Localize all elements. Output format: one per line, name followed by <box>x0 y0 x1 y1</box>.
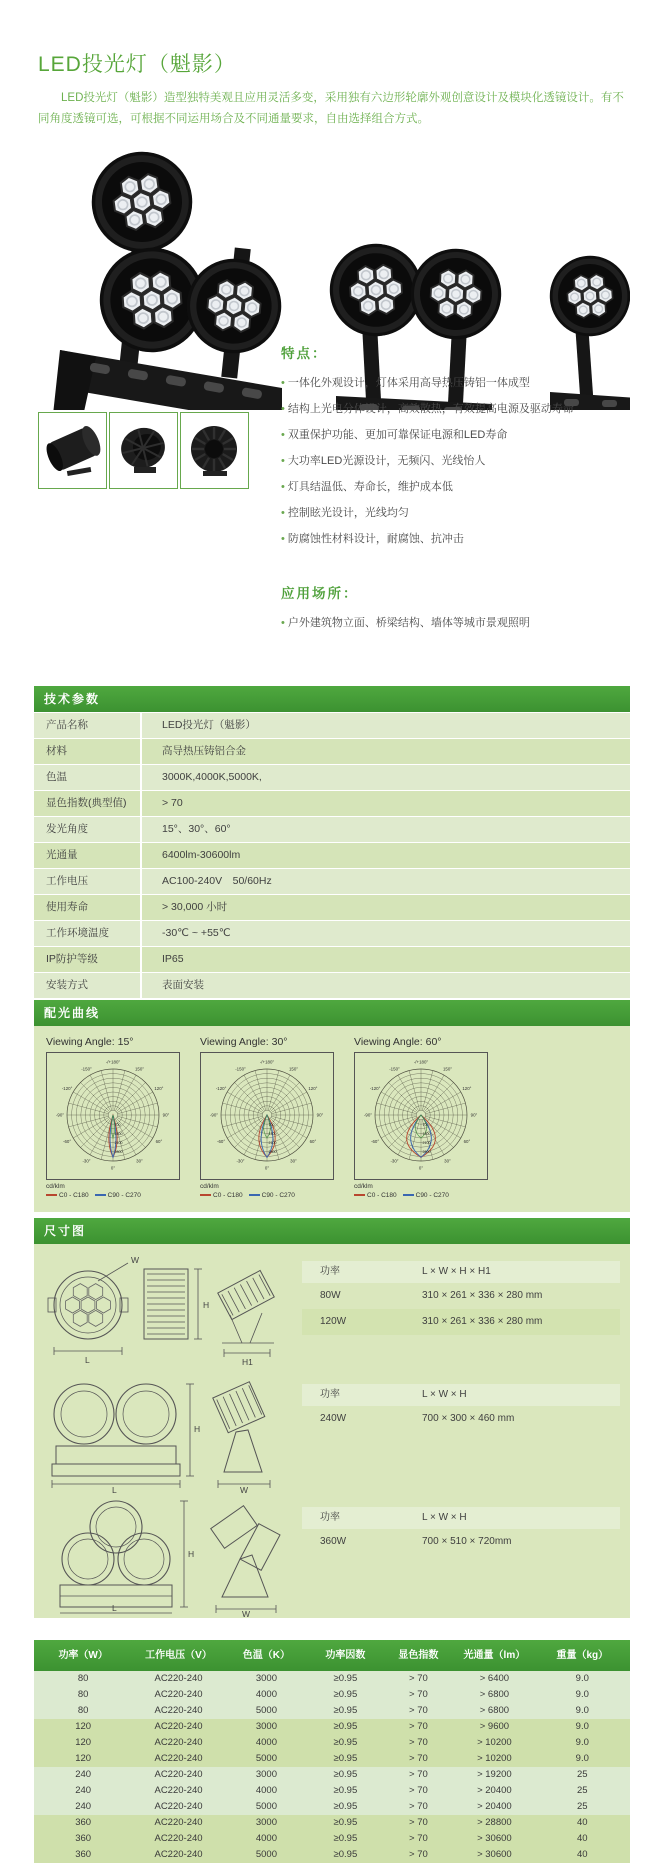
svg-text:2800: 2800 <box>268 1150 277 1154</box>
dim-power-value: 120W <box>320 1316 347 1327</box>
spec-cell: > 70 <box>409 1849 428 1860</box>
svg-text:30°: 30° <box>136 1158 143 1164</box>
tech-param-row <box>34 972 630 998</box>
spec-cell: > 6800 <box>479 1689 510 1700</box>
chart-unit: cd/klm <box>354 1183 373 1190</box>
spec-cell: ≥0.95 <box>333 1753 358 1764</box>
legend-label: C90 - C270 <box>261 1192 295 1199</box>
spec-cell: AC220-240 <box>154 1769 203 1780</box>
spec-row <box>34 1735 630 1751</box>
spec-cell: > 6800 <box>479 1705 510 1716</box>
svg-text:150°: 150° <box>442 1066 453 1072</box>
spec-cell: 3000 <box>255 1673 277 1684</box>
spec-row <box>34 1847 630 1863</box>
svg-text:W: W <box>242 1609 251 1617</box>
spec-cell: > 6400 <box>479 1673 510 1684</box>
spec-cell: 9.0 <box>575 1737 589 1748</box>
legend-line <box>200 1194 211 1196</box>
tech-param-label: 工作环境温度 <box>34 921 142 946</box>
application-item: • 户外建筑物立面、桥梁结构、墙体等城市景观照明 <box>281 612 633 634</box>
dimension-table-header <box>302 1261 620 1283</box>
svg-text:H: H <box>203 1300 210 1310</box>
tech-param-row <box>34 894 630 920</box>
spec-table-header <box>34 1640 630 1671</box>
feature-item: • 控制眩光设计，光线均匀 <box>281 500 633 526</box>
spec-cell: 9.0 <box>575 1689 589 1700</box>
tech-param-value: 高导热压铸铝合金 <box>162 745 246 757</box>
spec-cell: AC220-240 <box>154 1737 203 1748</box>
svg-text:H: H <box>194 1424 201 1434</box>
svg-text:0°: 0° <box>110 1165 116 1171</box>
spec-cell: ≥0.95 <box>333 1785 358 1796</box>
svg-text:700: 700 <box>422 1123 429 1127</box>
spec-cell: > 70 <box>409 1801 428 1812</box>
spec-cell: 25 <box>577 1785 588 1796</box>
spec-row <box>34 1815 630 1831</box>
legend-label: C0 - C180 <box>367 1192 397 1199</box>
dimension-table <box>302 1261 620 1335</box>
spec-cell: > 10200 <box>477 1737 512 1748</box>
svg-text:2800: 2800 <box>422 1150 431 1154</box>
spec-cell: AC220-240 <box>154 1721 203 1732</box>
svg-text:W: W <box>240 1485 249 1494</box>
spec-cell: > 70 <box>409 1785 428 1796</box>
dim-size-value: 310 × 261 × 336 × 280 mm <box>422 1316 543 1327</box>
chart-legend <box>46 1182 198 1200</box>
spec-row <box>34 1671 630 1687</box>
spec-cell: > 30600 <box>477 1849 512 1860</box>
svg-text:0°: 0° <box>264 1165 270 1171</box>
tech-param-row <box>34 790 630 816</box>
tech-param-row <box>34 816 630 842</box>
spec-cell: > 9600 <box>479 1721 510 1732</box>
legend-line <box>403 1194 414 1196</box>
dimension-table <box>302 1384 620 1432</box>
spec-cell: > 70 <box>409 1769 428 1780</box>
spec-cell: ≥0.95 <box>333 1673 358 1684</box>
spec-row <box>34 1687 630 1703</box>
spec-cell: 80 <box>77 1705 89 1716</box>
spec-cell: AC220-240 <box>154 1817 203 1828</box>
spec-cell: 40 <box>577 1817 588 1828</box>
spec-cell: 240 <box>75 1785 92 1796</box>
dim-power-value: 240W <box>320 1413 347 1424</box>
photometric-chart <box>354 1034 506 1204</box>
tech-param-value: 表面安装 <box>162 979 204 991</box>
spec-cell: > 70 <box>409 1753 428 1764</box>
spec-cell: 120 <box>75 1737 92 1748</box>
tech-params-header: 技术参数 <box>34 686 630 712</box>
product-thumbnail-3[interactable] <box>180 412 249 489</box>
svg-text:1400: 1400 <box>268 1132 277 1136</box>
svg-text:60°: 60° <box>463 1139 471 1145</box>
svg-text:0°: 0° <box>418 1165 424 1171</box>
chart-legend <box>200 1182 352 1200</box>
dim-power-header: 功率 <box>320 1512 340 1523</box>
legend-line <box>354 1194 365 1196</box>
svg-text:150°: 150° <box>134 1066 145 1072</box>
tech-param-value: > 30,000 小时 <box>162 901 228 913</box>
spec-cell: 4000 <box>255 1737 277 1748</box>
svg-text:H1: H1 <box>242 1357 253 1367</box>
tech-table-body <box>34 712 630 998</box>
spec-col-header: 功率因数 <box>325 1650 366 1661</box>
spec-col-header: 光通量（lm） <box>463 1650 526 1661</box>
legend-line <box>46 1194 57 1196</box>
spec-cell: 5000 <box>255 1849 277 1860</box>
legend-label: C90 - C270 <box>107 1192 141 1199</box>
feature-item: • 防腐蚀性材料设计，耐腐蚀、抗冲击 <box>281 526 633 552</box>
tech-param-value: IP65 <box>162 953 184 965</box>
spec-cell: 5000 <box>255 1801 277 1812</box>
svg-text:120°: 120° <box>154 1086 164 1092</box>
spec-cell: 3000 <box>255 1721 277 1732</box>
spec-cell: > 70 <box>409 1721 428 1732</box>
spec-cell: AC220-240 <box>154 1753 203 1764</box>
spec-row <box>34 1703 630 1719</box>
dim-size-header: L × W × H <box>422 1512 467 1523</box>
dimension-row <box>302 1529 620 1555</box>
tech-param-label: 色温 <box>34 765 142 790</box>
dim-power-value: 360W <box>320 1536 347 1547</box>
spec-cell: 40 <box>577 1849 588 1860</box>
photometric-chart <box>200 1034 352 1204</box>
spec-cell: > 20400 <box>477 1785 512 1796</box>
spec-cell: AC220-240 <box>154 1705 203 1716</box>
tech-params-section <box>34 686 630 998</box>
spec-cell: AC220-240 <box>154 1689 203 1700</box>
dimension-groups <box>34 1244 630 1618</box>
thumbnail-image <box>181 413 248 488</box>
svg-text:-90°: -90° <box>363 1112 373 1118</box>
page-title: LED投光灯（魁影） <box>38 53 236 76</box>
spec-cell: 360 <box>75 1833 92 1844</box>
features-heading: 特点： <box>281 346 328 361</box>
dim-size-value: 700 × 510 × 720mm <box>422 1536 512 1547</box>
spec-row <box>34 1751 630 1767</box>
spec-cell: 240 <box>75 1801 92 1812</box>
svg-text:-30°: -30° <box>82 1158 91 1164</box>
svg-text:2100: 2100 <box>422 1141 431 1145</box>
svg-text:700: 700 <box>114 1123 121 1127</box>
tech-param-label: 显色指数(典型值) <box>34 791 142 816</box>
svg-text:-/+180°: -/+180° <box>259 1059 275 1065</box>
spec-cell: > 19200 <box>477 1769 512 1780</box>
dim-size-value: 310 × 261 × 336 × 280 mm <box>422 1290 543 1301</box>
spec-cell: 9.0 <box>575 1721 589 1732</box>
svg-text:2800: 2800 <box>114 1150 123 1154</box>
dimension-row <box>302 1283 620 1309</box>
spec-cell: ≥0.95 <box>333 1849 358 1860</box>
chart-title: Viewing Angle: 30° <box>200 1036 288 1048</box>
chart-title: Viewing Angle: 15° <box>46 1036 134 1048</box>
tech-param-value: 3000K,4000K,5000K, <box>162 771 262 783</box>
dim-size-header: L × W × H × H1 <box>422 1266 491 1277</box>
svg-text:W: W <box>131 1255 140 1265</box>
spec-cell: > 70 <box>409 1817 428 1828</box>
spec-cell: 5000 <box>255 1705 277 1716</box>
tech-param-label: 使用寿命 <box>34 895 142 920</box>
svg-text:120°: 120° <box>308 1086 318 1092</box>
svg-text:-90°: -90° <box>55 1112 65 1118</box>
dim-power-value: 80W <box>320 1290 341 1301</box>
spec-table-body <box>34 1671 630 1863</box>
svg-text:60°: 60° <box>309 1139 317 1145</box>
spec-col-header: 功率（W） <box>58 1650 108 1661</box>
spec-row <box>34 1831 630 1847</box>
spec-cell: ≥0.95 <box>333 1769 358 1780</box>
tech-param-value: > 70 <box>162 797 183 809</box>
dimension-table-header <box>302 1507 620 1529</box>
tech-param-value: -30℃ ~ +55℃ <box>162 927 231 939</box>
spec-cell: 25 <box>577 1769 588 1780</box>
tech-param-label: 工作电压 <box>34 869 142 894</box>
feature-item: • 大功率LED光源设计，无频闪、光线怡人 <box>281 448 633 474</box>
svg-text:120°: 120° <box>462 1086 472 1092</box>
spec-cell: 25 <box>577 1801 588 1812</box>
tech-param-label: 发光角度 <box>34 817 142 842</box>
svg-text:-150°: -150° <box>81 1066 92 1072</box>
svg-text:-120°: -120° <box>61 1086 73 1092</box>
spec-col-header: 显色指数 <box>398 1650 439 1661</box>
tech-param-label: 光通量 <box>34 843 142 868</box>
spec-col-header: 重量（kg） <box>556 1650 609 1661</box>
feature-item: • 一体化外观设计，灯体采用高导热压铸铝一体成型 <box>281 370 633 396</box>
spec-cell: 3000 <box>255 1769 277 1780</box>
tech-param-row <box>34 946 630 972</box>
spec-cell: 240 <box>75 1769 92 1780</box>
spec-cell: AC220-240 <box>154 1801 203 1812</box>
spec-cell: 4000 <box>255 1689 277 1700</box>
tech-param-value: LED投光灯（魁影） <box>162 719 256 731</box>
product-thumbnail-2[interactable] <box>109 412 178 489</box>
tech-param-label: 安装方式 <box>34 973 142 998</box>
spec-row <box>34 1799 630 1815</box>
svg-text:2100: 2100 <box>114 1141 123 1145</box>
chart-title: Viewing Angle: 60° <box>354 1036 442 1048</box>
legend-line <box>95 1194 106 1196</box>
svg-text:-30°: -30° <box>390 1158 399 1164</box>
spec-cell: ≥0.95 <box>333 1705 358 1716</box>
tech-param-row <box>34 842 630 868</box>
svg-text:-60°: -60° <box>63 1139 72 1145</box>
feature-item: • 双重保护功能、更加可靠保证电源和LED寿命 <box>281 422 633 448</box>
svg-text:1400: 1400 <box>422 1132 431 1136</box>
tech-param-value: 6400lm-30600lm <box>162 849 241 861</box>
spec-cell: > 30600 <box>477 1833 512 1844</box>
spec-cell: AC220-240 <box>154 1849 203 1860</box>
svg-text:H: H <box>188 1549 195 1559</box>
polar-plot <box>354 1052 488 1180</box>
svg-text:90°: 90° <box>316 1112 324 1118</box>
svg-text:-120°: -120° <box>215 1086 227 1092</box>
dim-size-value: 700 × 300 × 460 mm <box>422 1413 515 1424</box>
tech-param-row <box>34 712 630 738</box>
product-thumbnail-1[interactable] <box>38 412 107 489</box>
spec-cell: 120 <box>75 1753 92 1764</box>
spec-cell: > 70 <box>409 1705 428 1716</box>
photometry-header: 配光曲线 <box>34 1000 630 1026</box>
tech-param-row <box>34 738 630 764</box>
legend-label: C0 - C180 <box>213 1192 243 1199</box>
spec-cell: 80 <box>77 1689 89 1700</box>
svg-text:60°: 60° <box>155 1139 163 1145</box>
spec-cell: > 70 <box>409 1833 428 1844</box>
svg-text:-60°: -60° <box>217 1139 226 1145</box>
dim-power-header: 功率 <box>320 1266 340 1277</box>
spec-cell: 5000 <box>255 1753 277 1764</box>
spec-row <box>34 1767 630 1783</box>
tech-param-label: 材料 <box>34 739 142 764</box>
svg-text:1400: 1400 <box>114 1132 123 1136</box>
spec-cell: 4000 <box>255 1833 277 1844</box>
dimensions-header: 尺寸图 <box>34 1218 630 1244</box>
photometric-chart <box>46 1034 198 1204</box>
thumbnail-strip <box>38 412 251 489</box>
spec-table-section <box>34 1640 630 1863</box>
svg-text:-90°: -90° <box>209 1112 219 1118</box>
spec-cell: ≥0.95 <box>333 1801 358 1812</box>
spec-cell: ≥0.95 <box>333 1721 358 1732</box>
feature-item: • 结构上光电分体设计，高效散热，有效提高电源及驱动寿命 <box>281 396 633 422</box>
tech-param-value: AC100-240V 50/60Hz <box>162 875 272 887</box>
spec-col-header: 工作电压（V） <box>145 1650 212 1661</box>
dimension-drawing <box>44 1374 296 1494</box>
spec-cell: 4000 <box>255 1785 277 1796</box>
applications-section <box>281 582 633 634</box>
svg-text:90°: 90° <box>470 1112 478 1118</box>
svg-text:2100: 2100 <box>268 1141 277 1145</box>
tech-param-row <box>34 920 630 946</box>
thumbnail-image <box>110 413 177 488</box>
spec-cell: ≥0.95 <box>333 1833 358 1844</box>
dimension-row <box>302 1309 620 1335</box>
thumbnail-image <box>39 413 106 488</box>
legend-line <box>249 1194 260 1196</box>
dimension-group <box>44 1374 620 1494</box>
spec-cell: AC220-240 <box>154 1785 203 1796</box>
spec-cell: ≥0.95 <box>333 1689 358 1700</box>
spec-cell: > 70 <box>409 1673 428 1684</box>
svg-text:150°: 150° <box>288 1066 299 1072</box>
dim-size-header: L × W × H <box>422 1389 467 1400</box>
spec-cell: 120 <box>75 1721 92 1732</box>
spec-cell: > 28800 <box>477 1817 512 1828</box>
svg-text:30°: 30° <box>290 1158 297 1164</box>
applications-heading: 应用场所： <box>281 586 359 601</box>
spec-cell: 9.0 <box>575 1753 589 1764</box>
svg-text:-120°: -120° <box>369 1086 381 1092</box>
spec-cell: 9.0 <box>575 1705 589 1716</box>
svg-text:700: 700 <box>268 1123 275 1127</box>
dimension-group <box>44 1251 620 1371</box>
svg-text:90°: 90° <box>162 1112 170 1118</box>
spec-cell: > 10200 <box>477 1753 512 1764</box>
spec-cell: ≥0.95 <box>333 1737 358 1748</box>
spec-row <box>34 1719 630 1735</box>
svg-text:-150°: -150° <box>389 1066 400 1072</box>
features-section <box>281 342 633 552</box>
tech-param-label: 产品名称 <box>34 713 142 738</box>
polar-plot <box>46 1052 180 1180</box>
spec-row <box>34 1783 630 1799</box>
dimension-drawing <box>44 1251 296 1369</box>
tech-param-row <box>34 764 630 790</box>
spec-cell: ≥0.95 <box>333 1817 358 1828</box>
dim-power-header: 功率 <box>320 1389 340 1400</box>
svg-text:L: L <box>112 1603 117 1613</box>
spec-cell: 360 <box>75 1849 92 1860</box>
chart-unit: cd/klm <box>46 1183 65 1190</box>
dimension-drawing <box>44 1497 296 1617</box>
spec-cell: AC220-240 <box>154 1833 203 1844</box>
tech-param-value: 15°、30°、60° <box>162 823 231 835</box>
svg-text:-150°: -150° <box>235 1066 246 1072</box>
dimension-group <box>44 1497 620 1617</box>
applications-list <box>281 612 633 634</box>
svg-text:-/+180°: -/+180° <box>413 1059 429 1065</box>
svg-text:-60°: -60° <box>371 1139 380 1145</box>
features-list <box>281 370 633 552</box>
dimension-table <box>302 1507 620 1555</box>
chart-legend <box>354 1182 506 1200</box>
product-description: LED投光灯（魁影）造型独特美观且应用灵活多变，采用独有六边形轮廓外观创意设计及模块化透镜设计。有不同角度透镜可选，可根据不同运用场合及不同通量要求，自由选择组合方式。 <box>38 92 624 125</box>
dimension-table-header <box>302 1384 620 1406</box>
svg-text:30°: 30° <box>444 1158 451 1164</box>
spec-cell: AC220-240 <box>154 1673 203 1684</box>
spec-cell: 9.0 <box>575 1673 589 1684</box>
spec-cell: 40 <box>577 1833 588 1844</box>
spec-cell: > 70 <box>409 1689 428 1700</box>
svg-text:-/+180°: -/+180° <box>105 1059 121 1065</box>
tech-param-row <box>34 868 630 894</box>
photometry-charts <box>34 1026 630 1212</box>
legend-label: C90 - C270 <box>415 1192 449 1199</box>
tech-param-label: IP防护等级 <box>34 947 142 972</box>
feature-item: • 灯具结温低、寿命长，维护成本低 <box>281 474 633 500</box>
spec-cell: > 70 <box>409 1737 428 1748</box>
spec-cell: 80 <box>77 1673 89 1684</box>
spec-cell: > 20400 <box>477 1801 512 1812</box>
svg-text:L: L <box>85 1355 90 1365</box>
svg-text:-30°: -30° <box>236 1158 245 1164</box>
chart-unit: cd/klm <box>200 1183 219 1190</box>
polar-plot <box>200 1052 334 1180</box>
dimension-row <box>302 1406 620 1432</box>
spec-cell: 360 <box>75 1817 92 1828</box>
svg-text:L: L <box>112 1485 117 1494</box>
spec-cell: 3000 <box>255 1817 277 1828</box>
spec-col-header: 色温（K） <box>242 1650 291 1661</box>
legend-label: C0 - C180 <box>59 1192 89 1199</box>
